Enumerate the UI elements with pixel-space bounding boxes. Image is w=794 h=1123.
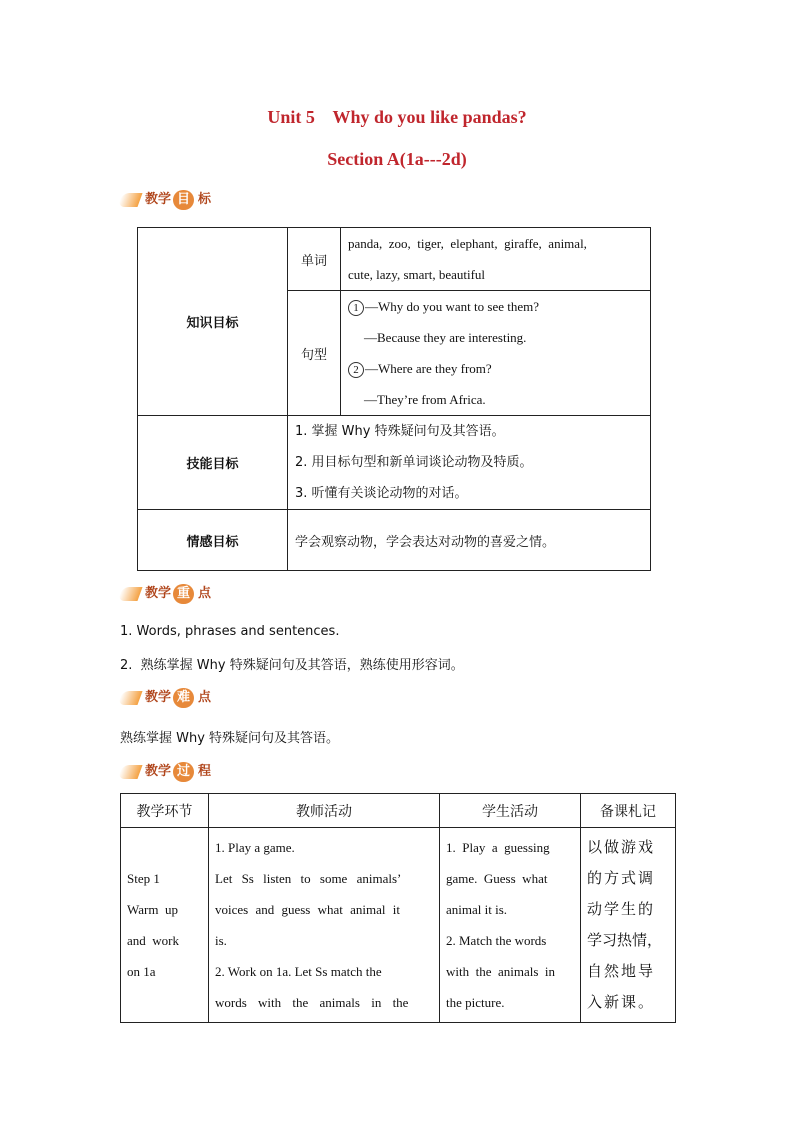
teacher-activity-cell <box>209 828 440 1023</box>
objectives-table <box>137 227 651 571</box>
sentence-question: —Why do you want to see them? <box>365 299 540 314</box>
words-label: 单词 <box>288 228 341 291</box>
badge-text: 点 <box>198 586 212 601</box>
notes-line: 的方式调 <box>587 869 656 887</box>
header-stage: 教学环节 <box>121 794 209 828</box>
badge-swoosh <box>117 587 142 601</box>
section-title: Section A(1a---2d) <box>327 149 467 169</box>
notes-line: 学习热情， <box>587 931 663 949</box>
badge-highlight: 重 <box>173 584 194 604</box>
difficult-point: 熟练掌握 Why 特殊疑问句及其答语。 <box>120 731 340 746</box>
skill-item: 2. 用目标句型和新单词谈论动物及特质。 <box>295 455 533 470</box>
step-line: Step 1 <box>127 871 160 886</box>
badge-text: 点 <box>198 690 212 705</box>
student-line: 2. Match the words <box>446 933 547 948</box>
circled-number: 2 <box>348 362 364 378</box>
skill-item: 1. 掌握 Why 特殊疑问句及其答语。 <box>295 424 505 439</box>
student-activity-cell <box>440 828 581 1023</box>
badge-teaching-goals <box>120 187 215 213</box>
skill-goal-label: 技能目标 <box>138 416 288 510</box>
student-line: animal it is. <box>446 902 508 917</box>
words-line: panda, zoo, tiger, elephant, giraffe, animal, <box>348 236 587 251</box>
words-cell <box>341 228 651 291</box>
unit-title: Unit 5 Why do you like pandas? <box>267 107 527 127</box>
key-point-1: 1. Words, phrases and sentences. <box>120 624 340 639</box>
badge-highlight: 目 <box>173 190 194 210</box>
header-teacher-activity: 教师活动 <box>209 794 440 828</box>
badge-text: 教学 <box>145 192 172 207</box>
header-notes: 备课札记 <box>581 794 676 828</box>
sentence-answer: —They’re from Africa. <box>364 392 486 407</box>
step-line: Warm up <box>127 902 178 917</box>
skill-item: 3. 听懂有关谈论动物的对话。 <box>295 486 468 501</box>
teacher-line: words with the animals in the <box>215 995 409 1010</box>
badge-key-points <box>120 581 215 607</box>
header-student-activity: 学生活动 <box>440 794 581 828</box>
badge-difficult-points <box>120 685 215 711</box>
emotion-goal-label: 情感目标 <box>138 510 288 571</box>
skill-goal-cell <box>288 416 651 510</box>
notes-line: 入新课。 <box>587 993 656 1011</box>
badge-highlight: 过 <box>173 762 194 782</box>
badge-swoosh <box>117 765 142 779</box>
notes-line: 动学生的 <box>587 900 656 918</box>
teacher-line: 1. Play a game. <box>215 840 295 855</box>
badge-teaching-process <box>120 759 215 785</box>
teacher-line: Let Ss listen to some animals’ <box>215 871 402 886</box>
sentence-question: —Where are they from? <box>365 361 492 376</box>
notes-line: 以做游戏 <box>587 838 656 856</box>
badge-swoosh <box>117 193 142 207</box>
teacher-line: 2. Work on 1a. Let Ss match the <box>215 964 382 979</box>
sentences-label: 句型 <box>288 291 341 416</box>
badge-text: 教学 <box>145 690 172 705</box>
circled-number: 1 <box>348 300 364 316</box>
teacher-line: voices and guess what animal it <box>215 902 400 917</box>
teacher-line: is. <box>215 933 227 948</box>
knowledge-goal-label: 知识目标 <box>138 228 288 416</box>
emotion-goal-text: 学会观察动物，学会表达对动物的喜爱之情。 <box>288 510 651 571</box>
student-line: with the animals in <box>446 964 556 979</box>
process-table <box>120 793 676 1023</box>
sentences-cell <box>341 291 651 416</box>
badge-swoosh <box>117 691 142 705</box>
student-line: the picture. <box>446 995 505 1010</box>
badge-text: 教学 <box>145 586 172 601</box>
student-line: game. Guess what <box>446 871 548 886</box>
step-line: on 1a <box>127 964 156 979</box>
badge-text: 程 <box>198 764 212 779</box>
words-line: cute, lazy, smart, beautiful <box>348 267 486 282</box>
badge-highlight: 难 <box>173 688 194 708</box>
notes-cell <box>581 828 676 1023</box>
step-line: and work <box>127 933 179 948</box>
badge-text: 教学 <box>145 764 172 779</box>
step-cell <box>121 828 209 1023</box>
student-line: 1. Play a guessing <box>446 840 550 855</box>
badge-text: 标 <box>198 192 212 207</box>
notes-line: 自然地导 <box>587 962 656 980</box>
key-point-2: 2. 熟练掌握 Why 特殊疑问句及其答语，熟练使用形容词。 <box>120 658 464 673</box>
sentence-answer: —Because they are interesting. <box>364 330 527 345</box>
